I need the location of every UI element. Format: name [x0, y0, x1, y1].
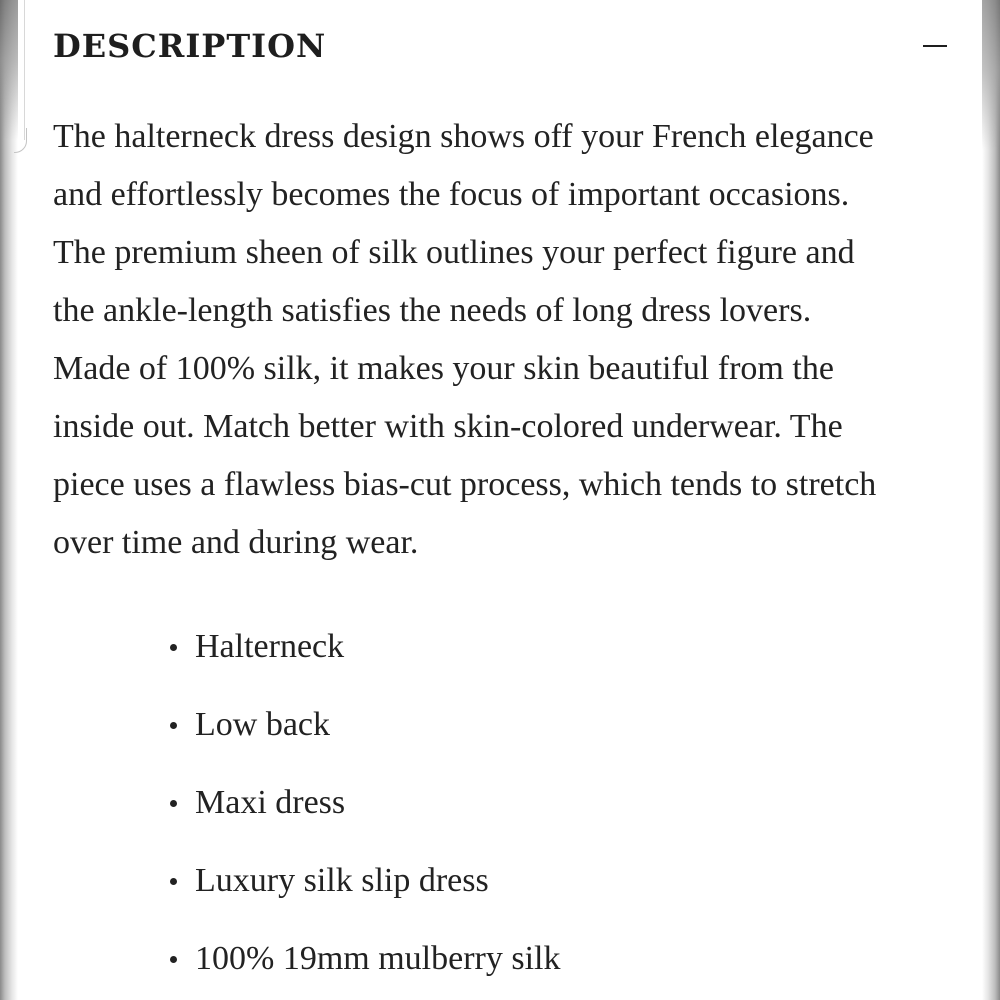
feature-list-item: [160, 698, 940, 776]
description-line: and effortlessly becomes the focus of important occasions.: [53, 176, 850, 213]
collapse-toggle-button[interactable]: [917, 32, 953, 60]
description-line: Made of 100% silk, it makes your skin beautiful from the: [53, 350, 834, 387]
minus-icon: [923, 45, 947, 47]
card-border: [24, 0, 25, 140]
feature-list-item: [160, 854, 940, 932]
description-line: piece uses a flawless bias-cut process, which tends to stretch: [53, 466, 877, 503]
description-line: the ankle-length satisfies the needs of long dress lovers.: [53, 292, 812, 329]
description-line: The halterneck dress design shows off your French elegance: [53, 118, 874, 155]
accordion-header[interactable]: [53, 22, 953, 70]
right-edge-shadow-top: [982, 0, 1000, 150]
card-border-corner: [14, 128, 27, 153]
description-text: [53, 108, 953, 572]
feature-label: Low back: [195, 706, 331, 743]
bullet-icon: [170, 644, 177, 651]
section-title: DESCRIPTION: [53, 27, 327, 65]
bullet-icon: [170, 956, 177, 963]
feature-label: Halterneck: [195, 628, 345, 665]
feature-label: Luxury silk slip dress: [195, 862, 489, 899]
left-edge-shadow-top: [0, 0, 18, 140]
feature-label: Maxi dress: [195, 784, 346, 821]
description-line: over time and during wear.: [53, 524, 419, 561]
feature-list-item: [160, 776, 940, 854]
description-line: inside out. Match better with skin-colored underwear. The: [53, 408, 843, 445]
feature-list-item: [160, 932, 940, 1000]
description-line: The premium sheen of silk outlines your perfect figure and: [53, 234, 855, 271]
feature-label: 100% 19mm mulberry silk: [195, 940, 561, 977]
bullet-icon: [170, 722, 177, 729]
feature-list: [160, 620, 940, 1000]
bullet-icon: [170, 800, 177, 807]
feature-list-item: [160, 620, 940, 698]
bullet-icon: [170, 878, 177, 885]
right-edge-shadow: [982, 0, 1000, 1000]
